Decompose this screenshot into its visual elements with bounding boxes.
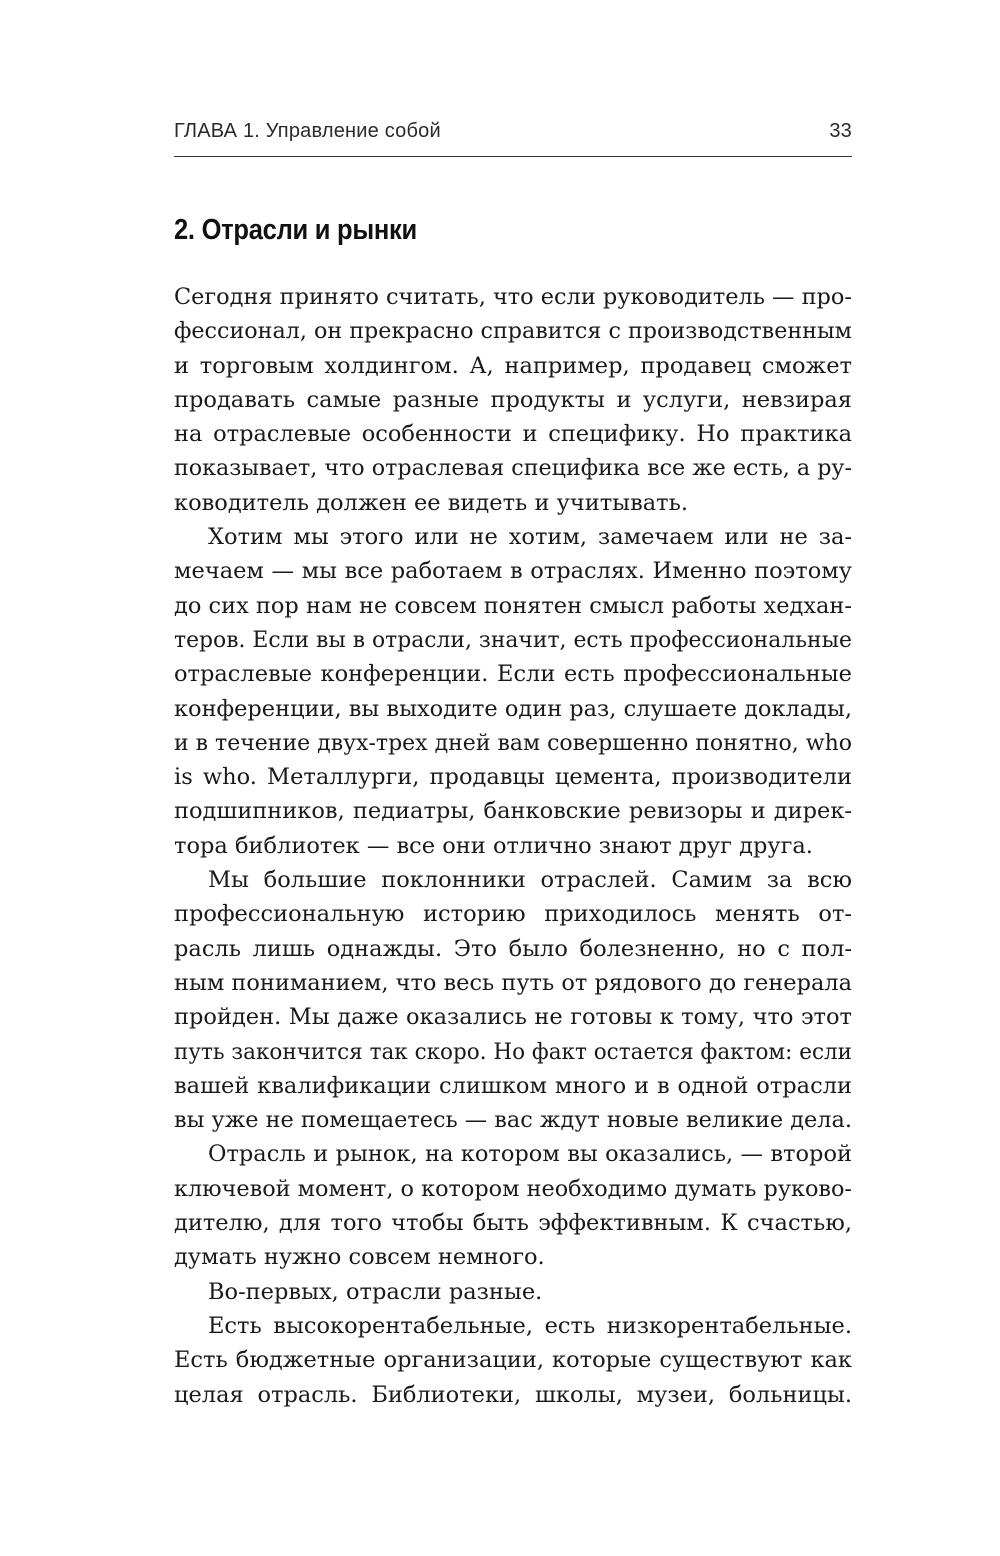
text-line: Есть бюджетные организации, которые существуют как xyxy=(174,1347,852,1374)
text-line: Сегодня принято считать, что если руководитель — про- xyxy=(174,284,852,310)
text-line: Во-первых, отрасли разные. xyxy=(208,1278,543,1305)
text-line: ным пониманием, что весь путь от рядового до генерала xyxy=(174,969,852,996)
section-heading: 2. Отрасли и рынки xyxy=(174,214,417,246)
text-line: ководитель должен ее видеть и учитывать. xyxy=(174,489,688,516)
running-header xyxy=(174,112,852,152)
header-rule xyxy=(174,156,852,157)
text-line: отраслевые конференции. Если есть профессиональные xyxy=(174,661,852,688)
text-line: пройден. Мы даже оказались не готовы к тому, что этот xyxy=(174,1004,852,1031)
text-line: Хотим мы этого или не хотим, замечаем или не за- xyxy=(208,524,852,551)
text-line: и в течение двух-трех дней вам совершенно понятно, who xyxy=(174,729,853,756)
text-line: Мы большие поклонники отраслей. Самим за всю xyxy=(208,867,852,894)
page-number: 33 xyxy=(829,120,852,142)
text-line: дителю, для того чтобы быть эффективным. К счастью, xyxy=(174,1210,852,1237)
text-line: is who. Металлурги, продавцы цемента, производители xyxy=(174,764,852,791)
text-line: Отрасль и рынок, на котором вы оказались, — второй xyxy=(208,1141,852,1168)
text-line: и торговым холдингом. А, например, продавец сможет xyxy=(174,352,852,379)
text-line: на отраслевые особенности и специфику. Но практика xyxy=(174,421,852,448)
text-line: тора библиотек — все они отлично знают друг друга. xyxy=(174,832,813,859)
text-line: вы уже не помещаетесь — вас ждут новые великие дела. xyxy=(174,1107,852,1134)
text-line: думать нужно совсем немного. xyxy=(174,1244,545,1271)
text-line: расль лишь однажды. Это было болезненно, но с пол- xyxy=(174,935,852,962)
text-line: до сих пор нам не совсем понятен смысл работы хедхан- xyxy=(174,592,853,619)
text-line: вашей квалификации слишком много и в одной отрасли xyxy=(174,1072,852,1099)
chapter-title: ГЛАВА 1. Управление собой xyxy=(174,120,441,142)
text-line: целая отрасль. Библиотеки, школы, музеи, больницы. xyxy=(174,1381,852,1408)
text-line: Есть высокорентабельные, есть низкорентабельные. xyxy=(208,1312,852,1339)
text-line: конференции, вы выходите один раз, слушаете доклады, xyxy=(174,695,853,722)
text-line: профессиональную историю приходилось менять от- xyxy=(174,901,852,928)
text-line: показывает, что отраслевая специфика все же есть, а ру- xyxy=(174,455,853,482)
text-line: ключевой момент, о котором необходимо думать руково- xyxy=(174,1175,852,1202)
body-text xyxy=(174,280,852,1412)
text-line: теров. Если вы в отрасли, значит, есть профессиональные xyxy=(174,626,852,653)
text-line: мечаем — мы все работаем в отраслях. Именно поэтому xyxy=(174,558,852,585)
text-line: продавать самые разные продукты и услуги, невзирая xyxy=(174,386,852,413)
text-line: подшипников, педиатры, банковские ревизоры и дирек- xyxy=(174,798,852,825)
text-line: путь закончится так скоро. Но факт остается фактом: если xyxy=(174,1038,853,1065)
text-line: фессионал, он прекрасно справится с производственным xyxy=(174,318,852,345)
